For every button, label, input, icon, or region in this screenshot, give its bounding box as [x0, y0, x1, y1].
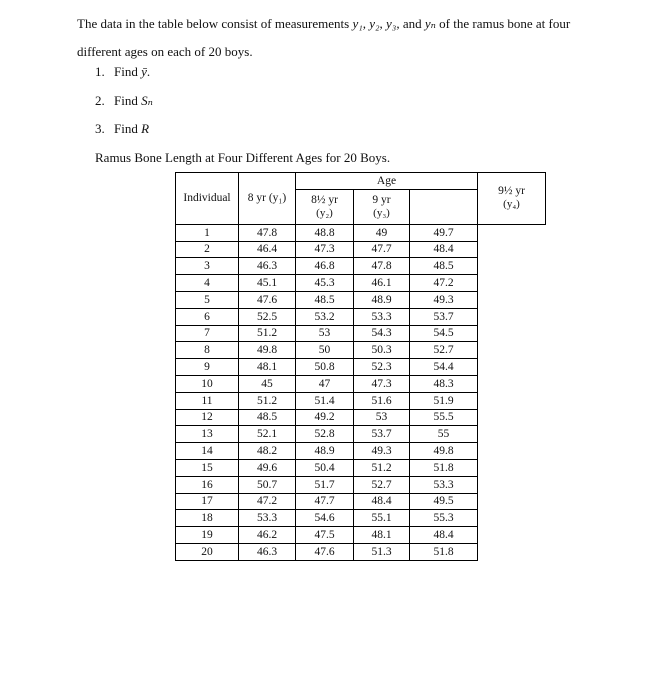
cell-y3: 51.6	[354, 392, 410, 409]
table-row	[176, 342, 546, 359]
cell-individual: 12	[176, 409, 239, 426]
table-row	[176, 510, 546, 527]
header-y3: 9 yr (y₃)	[354, 189, 410, 224]
table-row	[176, 493, 546, 510]
cell-y4: 48.3	[410, 375, 478, 392]
cell-y4: 53.3	[410, 476, 478, 493]
cell-y1: 50.7	[239, 476, 296, 493]
data-table	[175, 172, 546, 561]
cell-y3: 51.2	[354, 459, 410, 476]
cell-y2: 45.3	[296, 275, 354, 292]
cell-y3: 53.7	[354, 426, 410, 443]
header-y2: 8½ yr (y₂)	[296, 189, 354, 224]
cell-y2: 47	[296, 375, 354, 392]
table-row	[176, 375, 546, 392]
cell-y2: 54.6	[296, 510, 354, 527]
cell-y1: 47.2	[239, 493, 296, 510]
cell-individual: 16	[176, 476, 239, 493]
cell-y3: 53	[354, 409, 410, 426]
cell-y4: 55.3	[410, 510, 478, 527]
header-y1: 8 yr (y₁)	[239, 173, 296, 225]
table-header-row	[176, 173, 546, 190]
cell-y3: 49.3	[354, 443, 410, 460]
cell-individual: 5	[176, 291, 239, 308]
cell-y3: 51.3	[354, 543, 410, 560]
cell-y4: 52.7	[410, 342, 478, 359]
cell-y4: 54.5	[410, 325, 478, 342]
cell-y1: 46.2	[239, 527, 296, 544]
cell-y2: 49.2	[296, 409, 354, 426]
cell-individual: 15	[176, 459, 239, 476]
cell-individual: 13	[176, 426, 239, 443]
cell-y3: 47.3	[354, 375, 410, 392]
cell-y1: 48.2	[239, 443, 296, 460]
cell-individual: 18	[176, 510, 239, 527]
cell-y4: 55.5	[410, 409, 478, 426]
cell-individual: 20	[176, 543, 239, 560]
table-row	[176, 325, 546, 342]
cell-y4: 49.8	[410, 443, 478, 460]
cell-y2: 48.8	[296, 224, 354, 241]
intro-var-n: yₙ	[424, 16, 436, 31]
cell-individual: 2	[176, 241, 239, 258]
intro-and: and	[399, 16, 425, 31]
cell-individual: 17	[176, 493, 239, 510]
cell-y1: 47.8	[239, 224, 296, 241]
table-row	[176, 409, 546, 426]
table-row	[176, 392, 546, 409]
table-row	[176, 275, 546, 292]
cell-y4: 48.5	[410, 258, 478, 275]
cell-y4: 55	[410, 426, 478, 443]
table-row	[176, 476, 546, 493]
cell-y4: 53.7	[410, 308, 478, 325]
cell-y2: 53	[296, 325, 354, 342]
cell-individual: 10	[176, 375, 239, 392]
cell-individual: 4	[176, 275, 239, 292]
cell-individual: 6	[176, 308, 239, 325]
cell-y4: 51.9	[410, 392, 478, 409]
table-caption: Ramus Bone Length at Four Different Ages for 20 Boys.	[95, 150, 391, 165]
cell-y3: 48.4	[354, 493, 410, 510]
cell-y3: 47.8	[354, 258, 410, 275]
cell-y1: 46.3	[239, 543, 296, 560]
question-item: 3. Find R	[95, 121, 150, 136]
question-item: 1. Find ȳ.	[95, 64, 151, 79]
cell-y4: 47.2	[410, 275, 478, 292]
cell-y4: 48.4	[410, 241, 478, 258]
cell-y1: 46.3	[239, 258, 296, 275]
cell-y1: 53.3	[239, 510, 296, 527]
cell-y3: 52.3	[354, 359, 410, 376]
question-item: 2. Find Sₙ	[95, 92, 153, 108]
cell-y4: 49.3	[410, 291, 478, 308]
cell-y2: 50.4	[296, 459, 354, 476]
cell-y2: 52.8	[296, 426, 354, 443]
cell-individual: 11	[176, 392, 239, 409]
cell-y1: 46.4	[239, 241, 296, 258]
cell-y4: 49.7	[410, 224, 478, 241]
intro-text: The data in the table below consist of measurements	[77, 16, 353, 31]
table-row	[176, 359, 546, 376]
cell-y2: 51.4	[296, 392, 354, 409]
cell-y2: 48.9	[296, 443, 354, 460]
cell-y2: 51.7	[296, 476, 354, 493]
table-row	[176, 543, 546, 560]
cell-y3: 48.1	[354, 527, 410, 544]
cell-y1: 47.6	[239, 291, 296, 308]
cell-individual: 8	[176, 342, 239, 359]
cell-individual: 19	[176, 527, 239, 544]
cell-y3: 47.7	[354, 241, 410, 258]
cell-individual: 1	[176, 224, 239, 241]
header-y4: 9½ yr (y₄)	[478, 173, 546, 225]
cell-y3: 54.3	[354, 325, 410, 342]
cell-y1: 51.2	[239, 325, 296, 342]
cell-y2: 48.5	[296, 291, 354, 308]
cell-y4: 51.8	[410, 543, 478, 560]
table-row	[176, 527, 546, 544]
cell-y1: 45.1	[239, 275, 296, 292]
cell-y4: 54.4	[410, 359, 478, 376]
cell-y1: 51.2	[239, 392, 296, 409]
cell-y4: 49.5	[410, 493, 478, 510]
cell-y2: 47.5	[296, 527, 354, 544]
question-list	[95, 62, 153, 148]
table-body	[176, 224, 546, 560]
cell-y2: 46.8	[296, 258, 354, 275]
cell-individual: 7	[176, 325, 239, 342]
cell-y1: 52.1	[239, 426, 296, 443]
table-row	[176, 241, 546, 258]
problem-statement	[77, 10, 597, 66]
header-age: Age	[296, 173, 478, 190]
intro-variables: y₁, y₂, y₃,	[352, 16, 400, 31]
table-row	[176, 291, 546, 308]
cell-y2: 53.2	[296, 308, 354, 325]
cell-y1: 48.5	[239, 409, 296, 426]
cell-y1: 49.8	[239, 342, 296, 359]
cell-y1: 45	[239, 375, 296, 392]
cell-y4: 51.8	[410, 459, 478, 476]
cell-y2: 50.8	[296, 359, 354, 376]
cell-y3: 50.3	[354, 342, 410, 359]
table-row	[176, 308, 546, 325]
table-row	[176, 459, 546, 476]
cell-y2: 50	[296, 342, 354, 359]
cell-individual: 3	[176, 258, 239, 275]
cell-y2: 47.6	[296, 543, 354, 560]
header-individual: Individual	[176, 173, 239, 225]
cell-y1: 52.5	[239, 308, 296, 325]
table-row	[176, 258, 546, 275]
table-row	[176, 426, 546, 443]
cell-y3: 46.1	[354, 275, 410, 292]
cell-y4: 48.4	[410, 527, 478, 544]
table-row	[176, 224, 546, 241]
cell-y3: 55.1	[354, 510, 410, 527]
cell-y3: 53.3	[354, 308, 410, 325]
cell-individual: 9	[176, 359, 239, 376]
cell-individual: 14	[176, 443, 239, 460]
intro-text-end: of the ramus bone at four different ages on each of 20 boys.	[77, 16, 571, 59]
cell-y1: 48.1	[239, 359, 296, 376]
cell-y3: 48.9	[354, 291, 410, 308]
cell-y3: 49	[354, 224, 410, 241]
cell-y1: 49.6	[239, 459, 296, 476]
cell-y3: 52.7	[354, 476, 410, 493]
cell-y2: 47.7	[296, 493, 354, 510]
table-row	[176, 443, 546, 460]
cell-y2: 47.3	[296, 241, 354, 258]
